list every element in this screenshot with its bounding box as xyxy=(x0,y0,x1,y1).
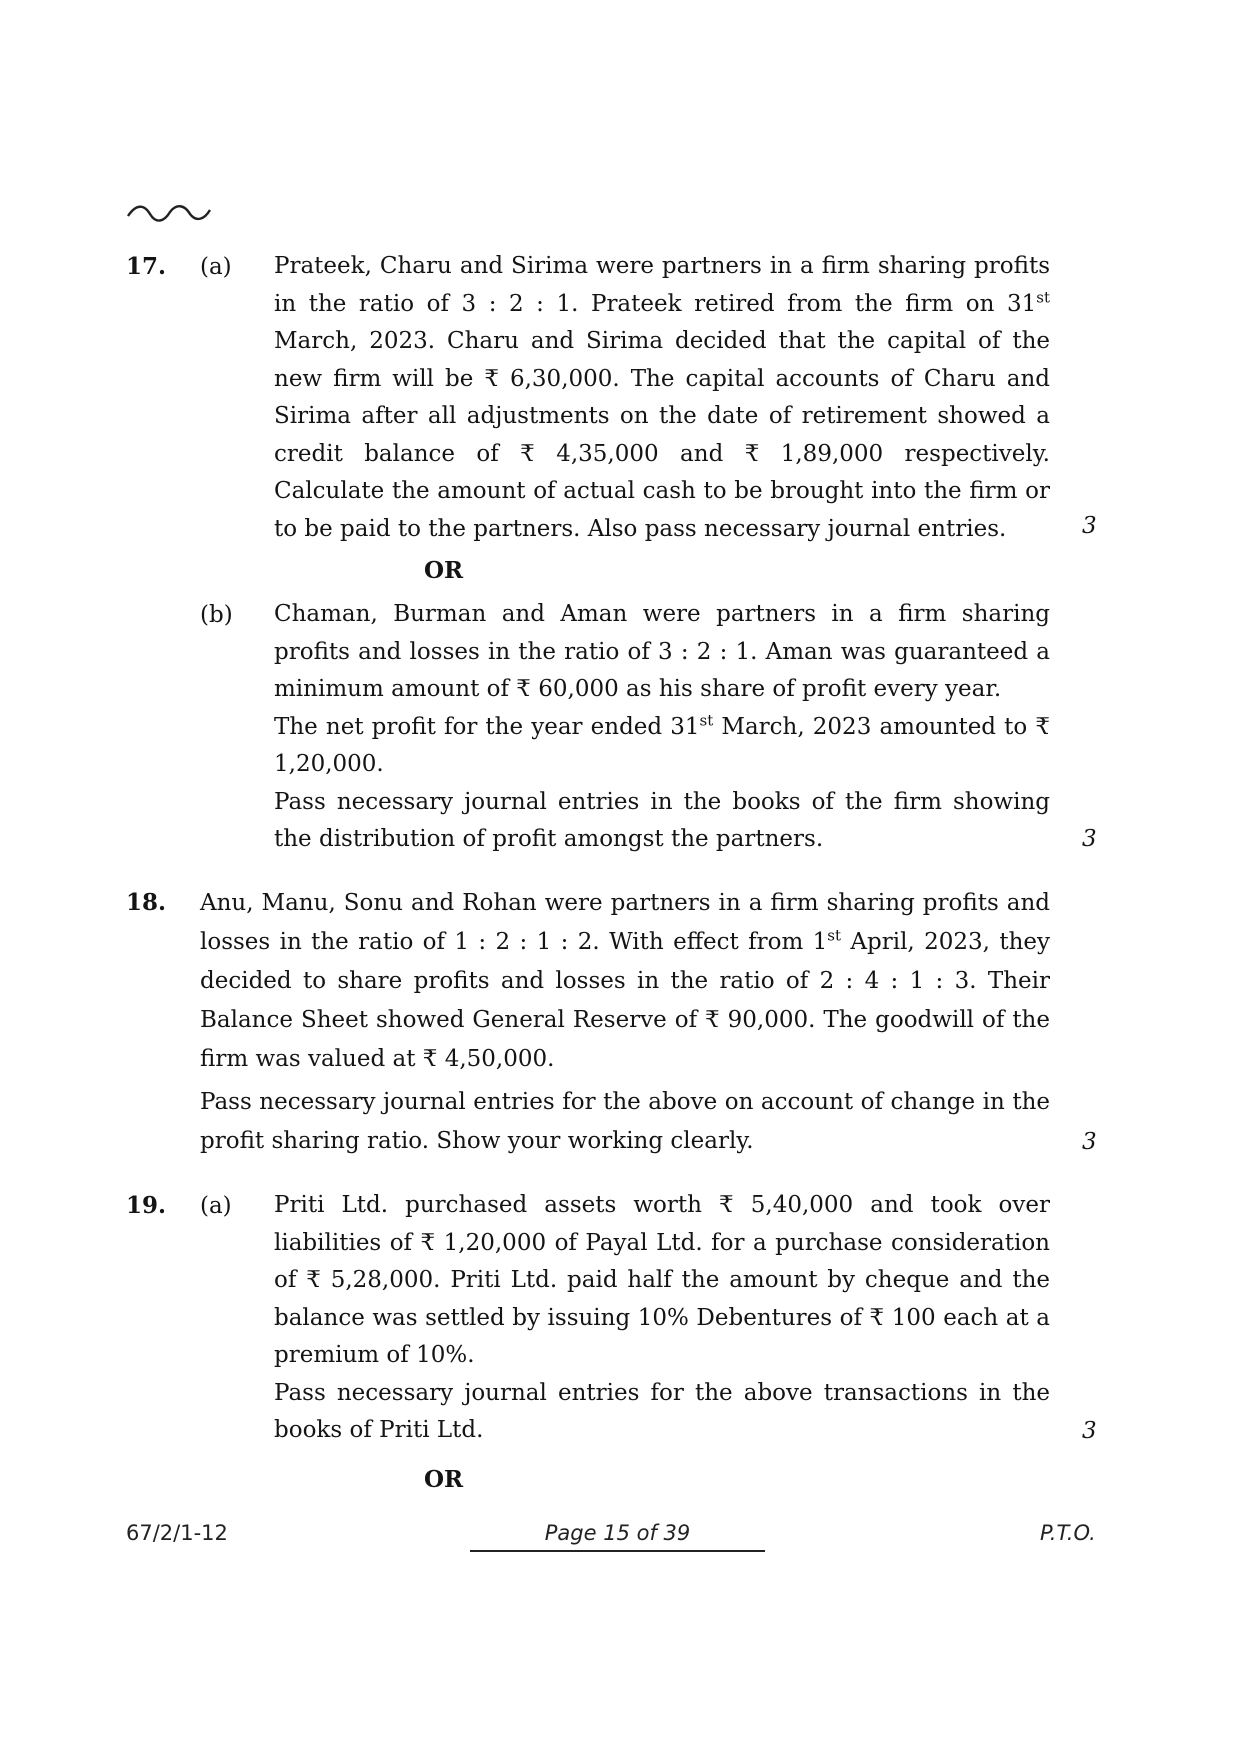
paper-code: 67/2/1-12 xyxy=(126,1521,228,1545)
page-number: Page 15 of 39 xyxy=(470,1520,765,1552)
sub-question-label: (b) xyxy=(200,602,233,628)
paragraph: Pass necessary journal entries for the above transactions in the books of Priti Ltd. xyxy=(274,1379,1050,1443)
sub-question-label: (a) xyxy=(200,1193,232,1219)
question-number: 18. xyxy=(126,889,167,916)
marks: 3 xyxy=(1082,513,1097,539)
superscript: st xyxy=(1036,287,1050,306)
question-19a-text xyxy=(274,1187,1050,1450)
paragraph: Pass necessary journal entries for the above on account of change in the profit sharing ratio. Show your working clearly. xyxy=(200,1089,1050,1154)
pto-label: P.T.O. xyxy=(1040,1521,1096,1545)
or-separator: OR xyxy=(424,557,464,584)
question-18-text xyxy=(200,884,1050,1161)
question-number: 17. xyxy=(126,253,167,280)
paragraph: Pass necessary journal entries in the books of the firm showing the distribution of profit amongst the partners. xyxy=(274,788,1050,852)
paragraph: Priti Ltd. purchased assets worth ₹ 5,40,000 and took over liabilities of ₹ 1,20,000 of Payal Ltd. for a purchase consideration of ₹ 5,28,000. Priti Ltd. paid half the amount by cheque and the balance was settled by issuing 10% Debentures of ₹ 100 each at a premium of 10%. xyxy=(274,1192,1050,1368)
question-text-part: March, 2023 amounted to ₹ 1,20,000. xyxy=(274,713,1050,777)
question-number: 19. xyxy=(126,1192,167,1219)
or-separator: OR xyxy=(424,1466,464,1493)
paragraph: Chaman, Burman and Aman were partners in a firm sharing profits and losses in the ratio of 3 : 2 : 1. Aman was guaranteed a minimum amount of ₹ 60,000 as his share of profit every year. xyxy=(274,601,1050,702)
question-17b-text xyxy=(274,596,1050,859)
marks: 3 xyxy=(1082,826,1097,852)
superscript: st xyxy=(827,926,842,945)
paragraph xyxy=(274,709,1050,784)
question-text-part: The net profit for the year ended 31 xyxy=(274,713,700,740)
sub-question-label: (a) xyxy=(200,254,232,280)
question-text-part: Prateek, Charu and Sirima were partners in a firm sharing profits in the ratio of 3 : 2 : 1. Prateek retired from the firm on 31 xyxy=(274,253,1050,317)
question-text-part: March, 2023. Charu and Sirima decided that the capital of the new firm will be ₹ 6,30,000. The capital accounts of Charu and Sirima after all adjustments on the date of retirement showed a credit balance of ₹ 4,35,000 and ₹ 1,89,000 respectively. Calculate the amount of actual cash to be brought into the firm or to be paid to the partners. Also pass necessary journal entries. xyxy=(274,328,1050,542)
wave-mark-icon xyxy=(126,200,212,224)
marks: 3 xyxy=(1082,1418,1097,1444)
superscript: st xyxy=(699,710,714,729)
question-17a-text xyxy=(274,248,1050,548)
marks: 3 xyxy=(1082,1129,1097,1155)
question-text-part: April, 2023, they decided to share profits and losses in the ratio of 2 : 4 : 1 : 3. Their Balance Sheet showed General Reserve of ₹ 90,000. The goodwill of the firm was valued at ₹ 4,50,000. xyxy=(200,929,1050,1072)
question-text-part: Anu, Manu, Sonu and Rohan were partners in a firm sharing profits and losses in the ratio of 1 : 2 : 1 : 2. With effect from 1 xyxy=(200,890,1050,955)
